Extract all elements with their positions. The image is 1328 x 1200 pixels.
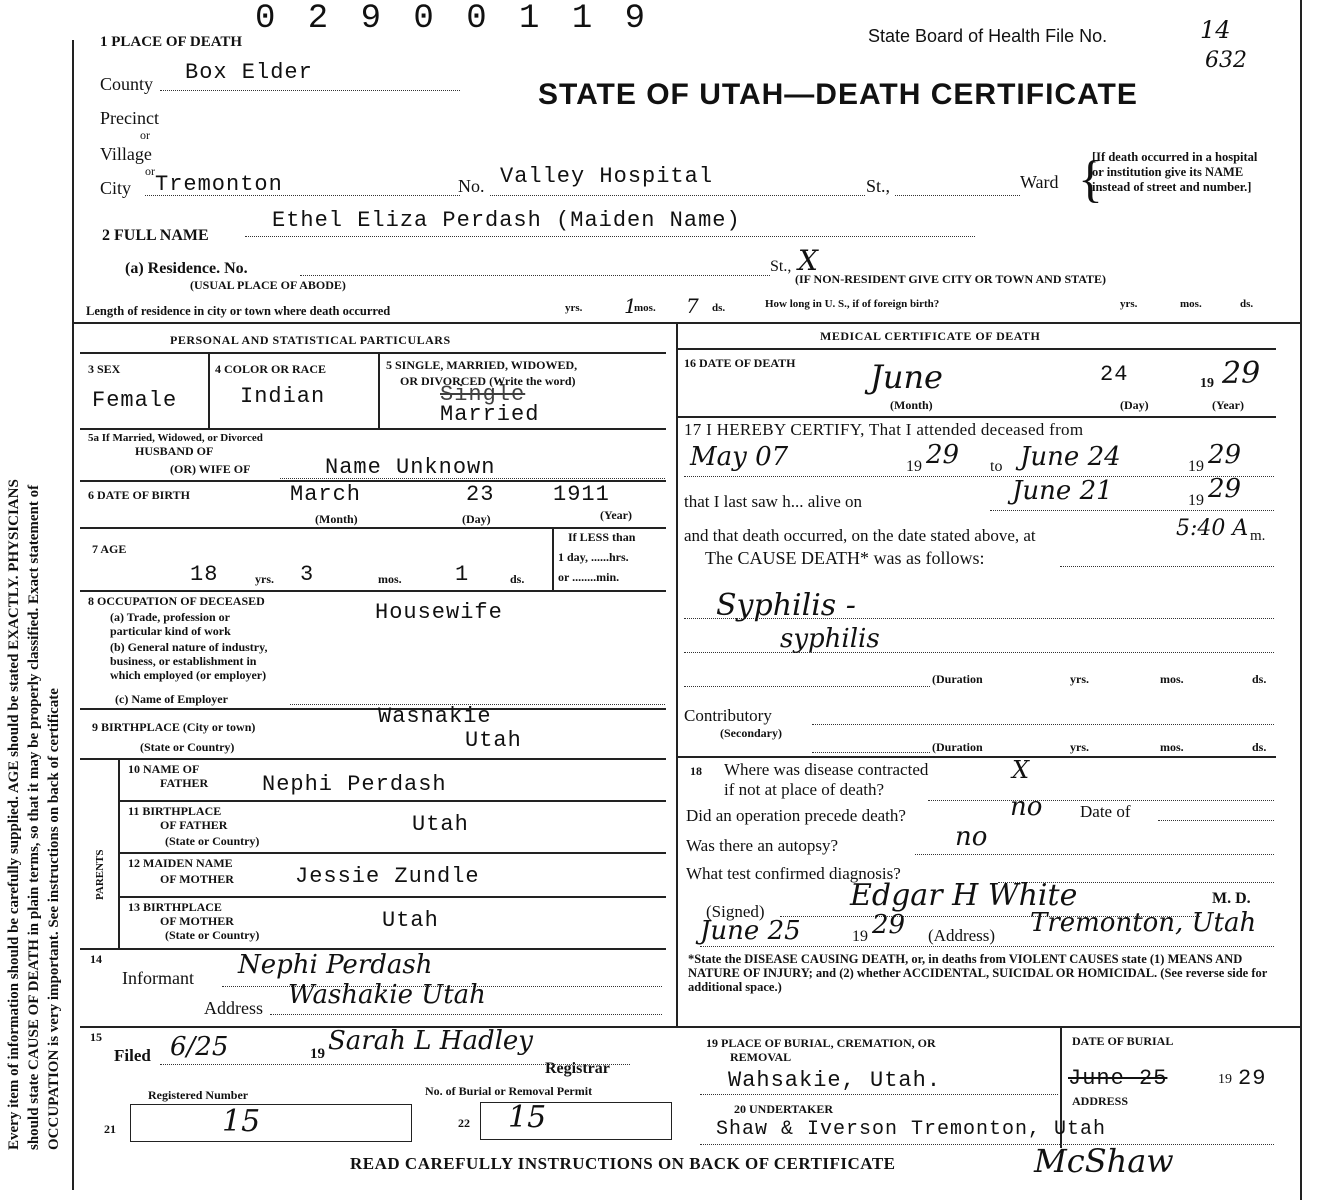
hospital-value: Valley Hospital — [500, 164, 714, 189]
mother-birth-label-1: 13 BIRTHPLACE — [128, 900, 222, 914]
dob-label: 6 DATE OF BIRTH — [88, 488, 190, 502]
q18-line — [928, 800, 1274, 801]
contributory-sub: (Secondary) — [720, 726, 782, 740]
burial-permit-label: No. of Burial or Removal Permit — [425, 1084, 593, 1098]
last-saw-line — [990, 510, 1274, 511]
mother-label-1: 12 MAIDEN NAME — [128, 856, 233, 870]
full-name-value: Ethel Eliza Perdash (Maiden Name) — [272, 208, 741, 233]
undertaker-signature: McShaw — [1034, 1142, 1174, 1180]
autopsy-label: Was there an autopsy? — [686, 836, 839, 855]
hospital-note: [If death occurred in a hospital or institution give its NAME instead of street and number.] — [1092, 150, 1258, 194]
occurred-time: 5:40 A — [1176, 516, 1249, 541]
mother-value: Jessie Zundle — [295, 864, 480, 889]
certify-label: 17 I HEREBY CERTIFY, That I attended deceased from — [684, 420, 1084, 439]
foreign-mos-label: mos. — [1180, 298, 1202, 310]
burial-place-line — [700, 1094, 1058, 1095]
dod-day-caption: (Day) — [1120, 398, 1149, 412]
age-days-label: ds. — [510, 572, 525, 586]
informant-address-line — [270, 1014, 662, 1015]
mother-label-2: OF MOTHER — [160, 872, 234, 886]
ward-label: Ward — [1020, 172, 1059, 192]
num-21: 21 — [104, 1122, 116, 1136]
brace-icon: { — [1078, 151, 1103, 208]
operation-label: Did an operation precede death? — [686, 806, 906, 825]
column-divider — [676, 322, 678, 1028]
contributory-line-1 — [812, 724, 1274, 725]
medical-row-1 — [676, 416, 1276, 418]
less-than-2: 1 day, ......hrs. — [558, 550, 629, 564]
foreign-birth-label: How long in U. S., if of foreign birth? — [765, 298, 940, 310]
dod-day: 24 — [1100, 362, 1129, 387]
spouse-label-1: 5a If Married, Widowed, or Divorced — [88, 432, 263, 444]
ward-line — [895, 195, 1020, 196]
less-than-1: If LESS than — [568, 530, 636, 544]
duration-yrs-1: yrs. — [1070, 672, 1089, 686]
duration-mos-1: mos. — [1160, 672, 1184, 686]
burial-19: 19 — [1218, 1072, 1232, 1087]
to-date: June 24 — [1020, 442, 1121, 472]
row-line-6 — [80, 758, 666, 760]
length-yrs-label: yrs. — [565, 302, 583, 314]
q18-line-1: Where was disease contracted — [724, 760, 929, 779]
last-saw-label: that I last saw h... alive on — [684, 492, 862, 511]
dob-month: March — [290, 482, 362, 507]
marital-struck: Single — [440, 382, 526, 407]
row-line-3 — [80, 527, 666, 529]
occurred-label: and that death occurred, on the date stated above, at — [684, 526, 1036, 545]
informant-value: Nephi Perdash — [238, 950, 433, 980]
num-14: 14 — [90, 952, 102, 966]
last-saw-year: 29 — [1208, 474, 1242, 504]
occupation-label: 8 OCCUPATION OF DECEASED — [88, 594, 265, 608]
registrar-signature: Sarah L Hadley — [328, 1026, 533, 1056]
autopsy-value: no — [955, 822, 988, 852]
address-value: Tremonton, Utah — [1030, 908, 1257, 938]
mother-birth-value: Utah — [382, 908, 439, 933]
num-22: 22 — [458, 1116, 470, 1130]
file-no-extra: 632 — [1205, 48, 1247, 73]
or-1: or — [140, 128, 150, 142]
village-label: Village — [100, 144, 152, 164]
marital-label-2: OR DIVORCED (Write the word) — [400, 374, 576, 388]
occupation-b2: business, or establishment in — [110, 654, 257, 668]
occupation-b1: (b) General nature of industry, — [110, 640, 268, 654]
cause-2: syphilis — [780, 624, 880, 654]
spouse-label-3: (OR) WIFE OF — [170, 462, 251, 476]
filed-label: Filed — [114, 1046, 151, 1065]
contributory-label: Contributory — [684, 706, 772, 725]
undertaker-value: Shaw & Iverson Tremonton, Utah — [716, 1118, 1107, 1141]
medical-header: MEDICAL CERTIFICATE OF DEATH — [820, 329, 1041, 343]
occupation-a1: (a) Trade, profession or — [110, 610, 230, 624]
occupation-b3: which employed (or employer) — [110, 668, 267, 682]
residence-line — [300, 275, 770, 276]
full-name-line — [245, 236, 975, 237]
signed-19: 19 — [852, 928, 868, 945]
marital-label-1: 5 SINGLE, MARRIED, WIDOWED, — [386, 358, 578, 372]
contributory-line-2 — [812, 752, 930, 753]
duration-label-1: (Duration — [932, 672, 983, 686]
race-value: Indian — [240, 384, 326, 409]
occupation-value: Housewife — [375, 600, 503, 625]
street-line — [490, 195, 865, 196]
test-label: What test confirmed diagnosis? — [686, 864, 901, 883]
burial-year: 29 — [1238, 1066, 1267, 1091]
birthplace-city: Wasnakie — [378, 704, 492, 729]
informant-address-label: Address — [204, 998, 263, 1018]
full-name-label: 2 FULL NAME — [102, 227, 209, 244]
section-divider — [72, 322, 1300, 324]
burial-date-label: DATE OF BURIAL — [1072, 1034, 1174, 1048]
to-19: 19 — [1188, 458, 1204, 475]
attended-line — [684, 476, 1274, 477]
dod-year-caption: (Year) — [1212, 398, 1244, 412]
from-date: May 07 — [690, 442, 789, 472]
father-label-2: FATHER — [160, 776, 209, 790]
instruction-text-3: OCCUPATION is very important. See instructions on back of certificate — [46, 688, 62, 1150]
father-birth-label-3: (State or Country) — [165, 834, 260, 848]
footnote: *State the DISEASE CAUSING DEATH, or, in deaths from VIOLENT CAUSES state (1) MEANS AND NATURE OF INJURY; and (2) whether ACCIDENTAL, SUICIDAL OR HOMICIDAL. (See reverse side for additional space.) — [688, 952, 1268, 994]
registered-number-value: 15 — [222, 1104, 261, 1139]
occupation-c: (c) Name of Employer — [115, 692, 228, 706]
dod-label: 16 DATE OF DEATH — [684, 356, 796, 370]
operation-value: no — [1010, 792, 1043, 822]
dob-month-caption: (Month) — [315, 512, 358, 526]
registered-number-box — [130, 1104, 412, 1142]
certificate-title: STATE OF UTAH—DEATH CERTIFICATE — [538, 78, 1138, 111]
dod-month: June — [870, 358, 943, 396]
q18-answer: X — [1012, 756, 1030, 784]
instruction-text-2: should state CAUSE OF DEATH in plain terms, so that it may be properly classified. Exact statement of — [26, 484, 42, 1150]
age-years: 18 — [190, 562, 219, 587]
father-value: Nephi Perdash — [262, 772, 447, 797]
burial-permit-value: 15 — [508, 1100, 547, 1135]
age-years-label: yrs. — [255, 572, 274, 586]
cause-line-2 — [684, 618, 1274, 619]
county-label: County — [100, 74, 154, 94]
row-line-8 — [118, 852, 666, 854]
marital-value: Married — [440, 402, 540, 427]
medical-row-2 — [676, 756, 1276, 758]
race-divider — [378, 352, 380, 428]
spouse-value: Name Unknown — [325, 455, 496, 480]
file-no-value: 14 — [1200, 16, 1231, 44]
burial-date-value: June 25 — [1068, 1066, 1168, 1091]
occurred-m: m. — [1250, 528, 1266, 544]
address-line — [700, 946, 1274, 947]
county-value: Box Elder — [185, 60, 313, 85]
q18-line-2: if not at place of death? — [724, 780, 885, 799]
age-months-label: mos. — [378, 572, 402, 586]
st-label: St., — [866, 176, 891, 196]
row-line-9 — [118, 896, 666, 898]
footer-instructions: READ CAREFULLY INSTRUCTIONS ON BACK OF CERTIFICATE — [350, 1154, 896, 1173]
dod-year: 29 — [1222, 356, 1261, 391]
to-year: 29 — [1208, 440, 1242, 470]
residence-st-value: X — [798, 244, 818, 277]
stamp-number: 0 2 9 0 0 1 1 9 — [255, 0, 652, 38]
mother-birth-label-3: (State or Country) — [165, 928, 260, 942]
row-line-7 — [118, 800, 666, 802]
dob-year-caption: (Year) — [600, 508, 632, 522]
informant-label: Informant — [122, 968, 194, 988]
length-mos-value: 1 — [624, 294, 637, 318]
sex-value: Female — [92, 388, 178, 413]
length-ds-value: 7 — [686, 294, 699, 318]
signed-date: June 25 — [700, 916, 801, 946]
residence-st-label: St., — [770, 258, 792, 275]
registered-number-label: Registered Number — [148, 1088, 249, 1102]
md-label: M. D. — [1212, 890, 1251, 907]
age-days: 1 — [455, 562, 470, 587]
row-line-4 — [80, 590, 666, 592]
birthplace-state: Utah — [465, 728, 522, 753]
duration-ds-2: ds. — [1252, 740, 1267, 754]
q18-num: 18 — [690, 764, 702, 778]
num-15: 15 — [90, 1030, 102, 1044]
date-of-line — [1158, 820, 1274, 821]
spouse-label-2: HUSBAND OF — [135, 444, 214, 458]
county-line — [160, 90, 460, 91]
file-no-label: State Board of Health File No. — [868, 26, 1108, 46]
dob-day-caption: (Day) — [462, 512, 491, 526]
cause-line-4 — [684, 686, 930, 687]
registrar-label: Registrar — [545, 1060, 610, 1077]
duration-label-2: (Duration — [932, 740, 983, 754]
father-birth-label-1: 11 BIRTHPLACE — [128, 804, 222, 818]
burial-place-label-1: 19 PLACE OF BURIAL, CREMATION, OR — [706, 1036, 936, 1050]
less-than-3: or ........min. — [558, 570, 620, 584]
no-label: No. — [458, 176, 485, 196]
duration-ds-1: ds. — [1252, 672, 1267, 686]
dob-year: 1911 — [553, 482, 610, 507]
last-saw-19: 19 — [1188, 492, 1204, 509]
right-border — [1300, 0, 1302, 1200]
medical-header-line — [676, 348, 1276, 350]
duration-mos-2: mos. — [1160, 740, 1184, 754]
city-line — [145, 195, 460, 196]
city-value: Tremonton — [155, 172, 283, 197]
length-ds-label: ds. — [712, 302, 726, 314]
duration-yrs-2: yrs. — [1070, 740, 1089, 754]
father-birth-label-2: OF FATHER — [160, 818, 228, 832]
cause-label: The CAUSE DEATH* was as follows: — [705, 548, 985, 568]
parents-tag: PARENTS — [94, 849, 106, 900]
or-2: or — [145, 164, 155, 178]
birthplace-label-2: (State or Country) — [140, 740, 235, 754]
from-year: 29 — [926, 440, 960, 470]
residence-label: (a) Residence. No. — [125, 260, 248, 277]
undertaker-label: 20 UNDERTAKER — [734, 1102, 834, 1116]
left-border — [72, 40, 74, 1190]
nonresident-note: (IF NON-RESIDENT GIVE CITY OR TOWN AND STATE) — [795, 272, 1107, 286]
filed-19: 19 — [310, 1046, 325, 1062]
address-label: (Address) — [928, 926, 996, 945]
birthplace-label-1: 9 BIRTHPLACE (City or town) — [92, 720, 256, 734]
dob-day: 23 — [466, 482, 495, 507]
physician-signature: Edgar H White — [850, 878, 1078, 913]
address2-label: ADDRESS — [1072, 1094, 1129, 1108]
mother-birth-label-2: OF MOTHER — [160, 914, 234, 928]
cause-1: Syphilis - — [716, 588, 856, 623]
cause-line-1 — [1060, 566, 1274, 567]
personal-header-line — [80, 352, 666, 354]
length-label: Length of residence in city or town where death occurred — [86, 304, 391, 318]
foreign-yrs-label: yrs. — [1120, 298, 1138, 310]
filed-value: 6/25 — [170, 1032, 229, 1062]
date-of-label: Date of — [1080, 802, 1131, 821]
father-label-1: 10 NAME OF — [128, 762, 200, 776]
from-19: 19 — [906, 458, 922, 475]
foreign-ds-label: ds. — [1240, 298, 1254, 310]
sex-divider — [208, 352, 210, 428]
dod-month-caption: (Month) — [890, 398, 933, 412]
to-label: to — [990, 458, 1003, 475]
row-line-5 — [80, 708, 666, 710]
city-label: City — [100, 178, 132, 198]
burial-place-label-2: REMOVAL — [730, 1050, 792, 1064]
place-of-death-label: 1 PLACE OF DEATH — [100, 34, 243, 50]
signed-label: (Signed) — [706, 902, 765, 921]
undertaker-line — [700, 1144, 1274, 1145]
instruction-text-1: Every item of information should be carefully supplied. AGE should be stated EXACTLY. PHYSICIANS — [6, 479, 22, 1150]
precinct-label: Precinct — [100, 108, 159, 128]
last-saw-date: June 21 — [1012, 476, 1113, 506]
race-label: 4 COLOR OR RACE — [215, 362, 327, 376]
dod-19: 19 — [1200, 376, 1214, 391]
age-months: 3 — [300, 562, 315, 587]
spouse-line — [280, 478, 665, 479]
age-label: 7 AGE — [92, 542, 127, 556]
length-mos-label: mos. — [634, 302, 656, 314]
occupation-a2: particular kind of work — [110, 624, 231, 638]
row-line-1 — [80, 428, 666, 430]
informant-address-value: Washakie Utah — [288, 980, 486, 1010]
father-birth-value: Utah — [412, 812, 469, 837]
autopsy-line — [915, 854, 1274, 855]
signed-year: 29 — [872, 910, 906, 940]
personal-header: PERSONAL AND STATISTICAL PARTICULARS — [170, 333, 451, 347]
burial-place-value: Wahsakie, Utah. — [728, 1068, 942, 1093]
age-divider — [552, 527, 554, 590]
residence-sub: (USUAL PLACE OF ABODE) — [190, 278, 346, 292]
sex-label: 3 SEX — [88, 362, 121, 376]
cause-line-3 — [684, 652, 1274, 653]
row-line-11 — [80, 1026, 1300, 1028]
